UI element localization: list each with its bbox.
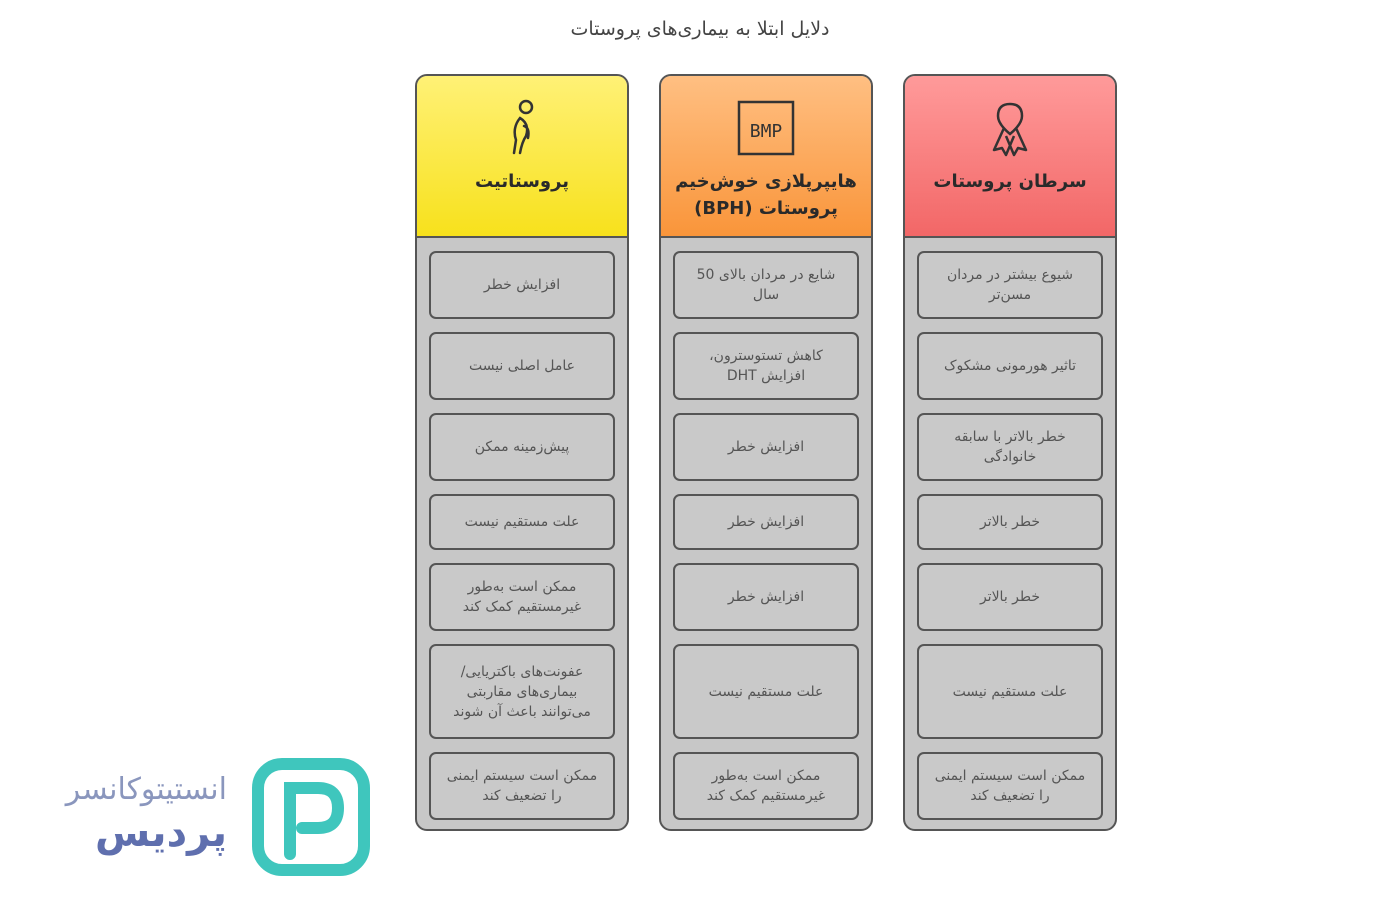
cell-bph-sedentary: افزایش خطر <box>673 563 859 631</box>
cell-bph-stress: ممکن است به‌طور غیرمستقیم کمک کند <box>673 752 859 820</box>
cell-cancer-hormones: تاثیر هورمونی مشکوک <box>917 332 1103 400</box>
cell-cancer-stress: ممکن است سیستم ایمنی را تضعیف کند <box>917 752 1103 820</box>
cell-cancer-diet: خطر بالاتر <box>917 494 1103 550</box>
column-name: هایپرپلازی خوش‌خیم پروستات (BPH) <box>675 171 857 219</box>
cell-bph-family: افزایش خطر <box>673 413 859 481</box>
cell-cancer-sedentary: خطر بالاتر <box>917 563 1103 631</box>
cell-bph-hormones: کاهش تستوسترون، افزایش DHT <box>673 332 859 400</box>
cell-bph-age: شایع در مردان بالای 50 سال <box>673 251 859 319</box>
cell-cancer-infections: علت مستقیم نیست <box>917 644 1103 739</box>
column-header-prostatitis <box>417 76 627 238</box>
logo-text-line2: پردیس <box>95 810 227 856</box>
column-name: پروستاتیت <box>474 171 570 192</box>
person-pain-icon <box>492 98 552 158</box>
cell-bph-diet: افزایش خطر <box>673 494 859 550</box>
logo-text-line1: انستیتوکانسر <box>65 772 227 807</box>
svg-text:BMP: BMP <box>749 121 783 142</box>
cell-prostatitis-family: پیش‌زمینه ممکن <box>429 413 615 481</box>
bmp-icon <box>736 98 796 158</box>
column-prostatitis <box>415 74 629 831</box>
cell-bph-infections: علت مستقیم نیست <box>673 644 859 739</box>
cell-prostatitis-infections: عفونت‌های باکتریایی/ بیماری‌های مقاربتی می‌توانند باعث آن شوند <box>429 644 615 739</box>
pardis-p-logo-icon <box>252 758 370 876</box>
cell-prostatitis-stress: ممکن است سیستم ایمنی را تضعیف کند <box>429 752 615 820</box>
pardis-cancer-institute-logo <box>42 758 372 878</box>
cell-cancer-family: خطر بالاتر با سابقه خانوادگی <box>917 413 1103 481</box>
ribbon-icon <box>980 98 1040 158</box>
column-bph <box>659 74 873 831</box>
column-header-bph <box>661 76 871 238</box>
column-prostate-cancer <box>903 74 1117 831</box>
diagram-title: دلایل ابتلا به بیماری‌های پروستات <box>570 18 830 40</box>
cell-prostatitis-diet: علت مستقیم نیست <box>429 494 615 550</box>
cell-prostatitis-hormones: عامل اصلی نیست <box>429 332 615 400</box>
column-name: سرطان پروستات <box>933 171 1087 192</box>
cell-prostatitis-sedentary: ممکن است به‌طور غیرمستقیم کمک کند <box>429 563 615 631</box>
cell-cancer-age: شیوع بیشتر در مردان مسن‌تر <box>917 251 1103 319</box>
column-header-prostate-cancer <box>905 76 1115 238</box>
cell-prostatitis-age: افزایش خطر <box>429 251 615 319</box>
